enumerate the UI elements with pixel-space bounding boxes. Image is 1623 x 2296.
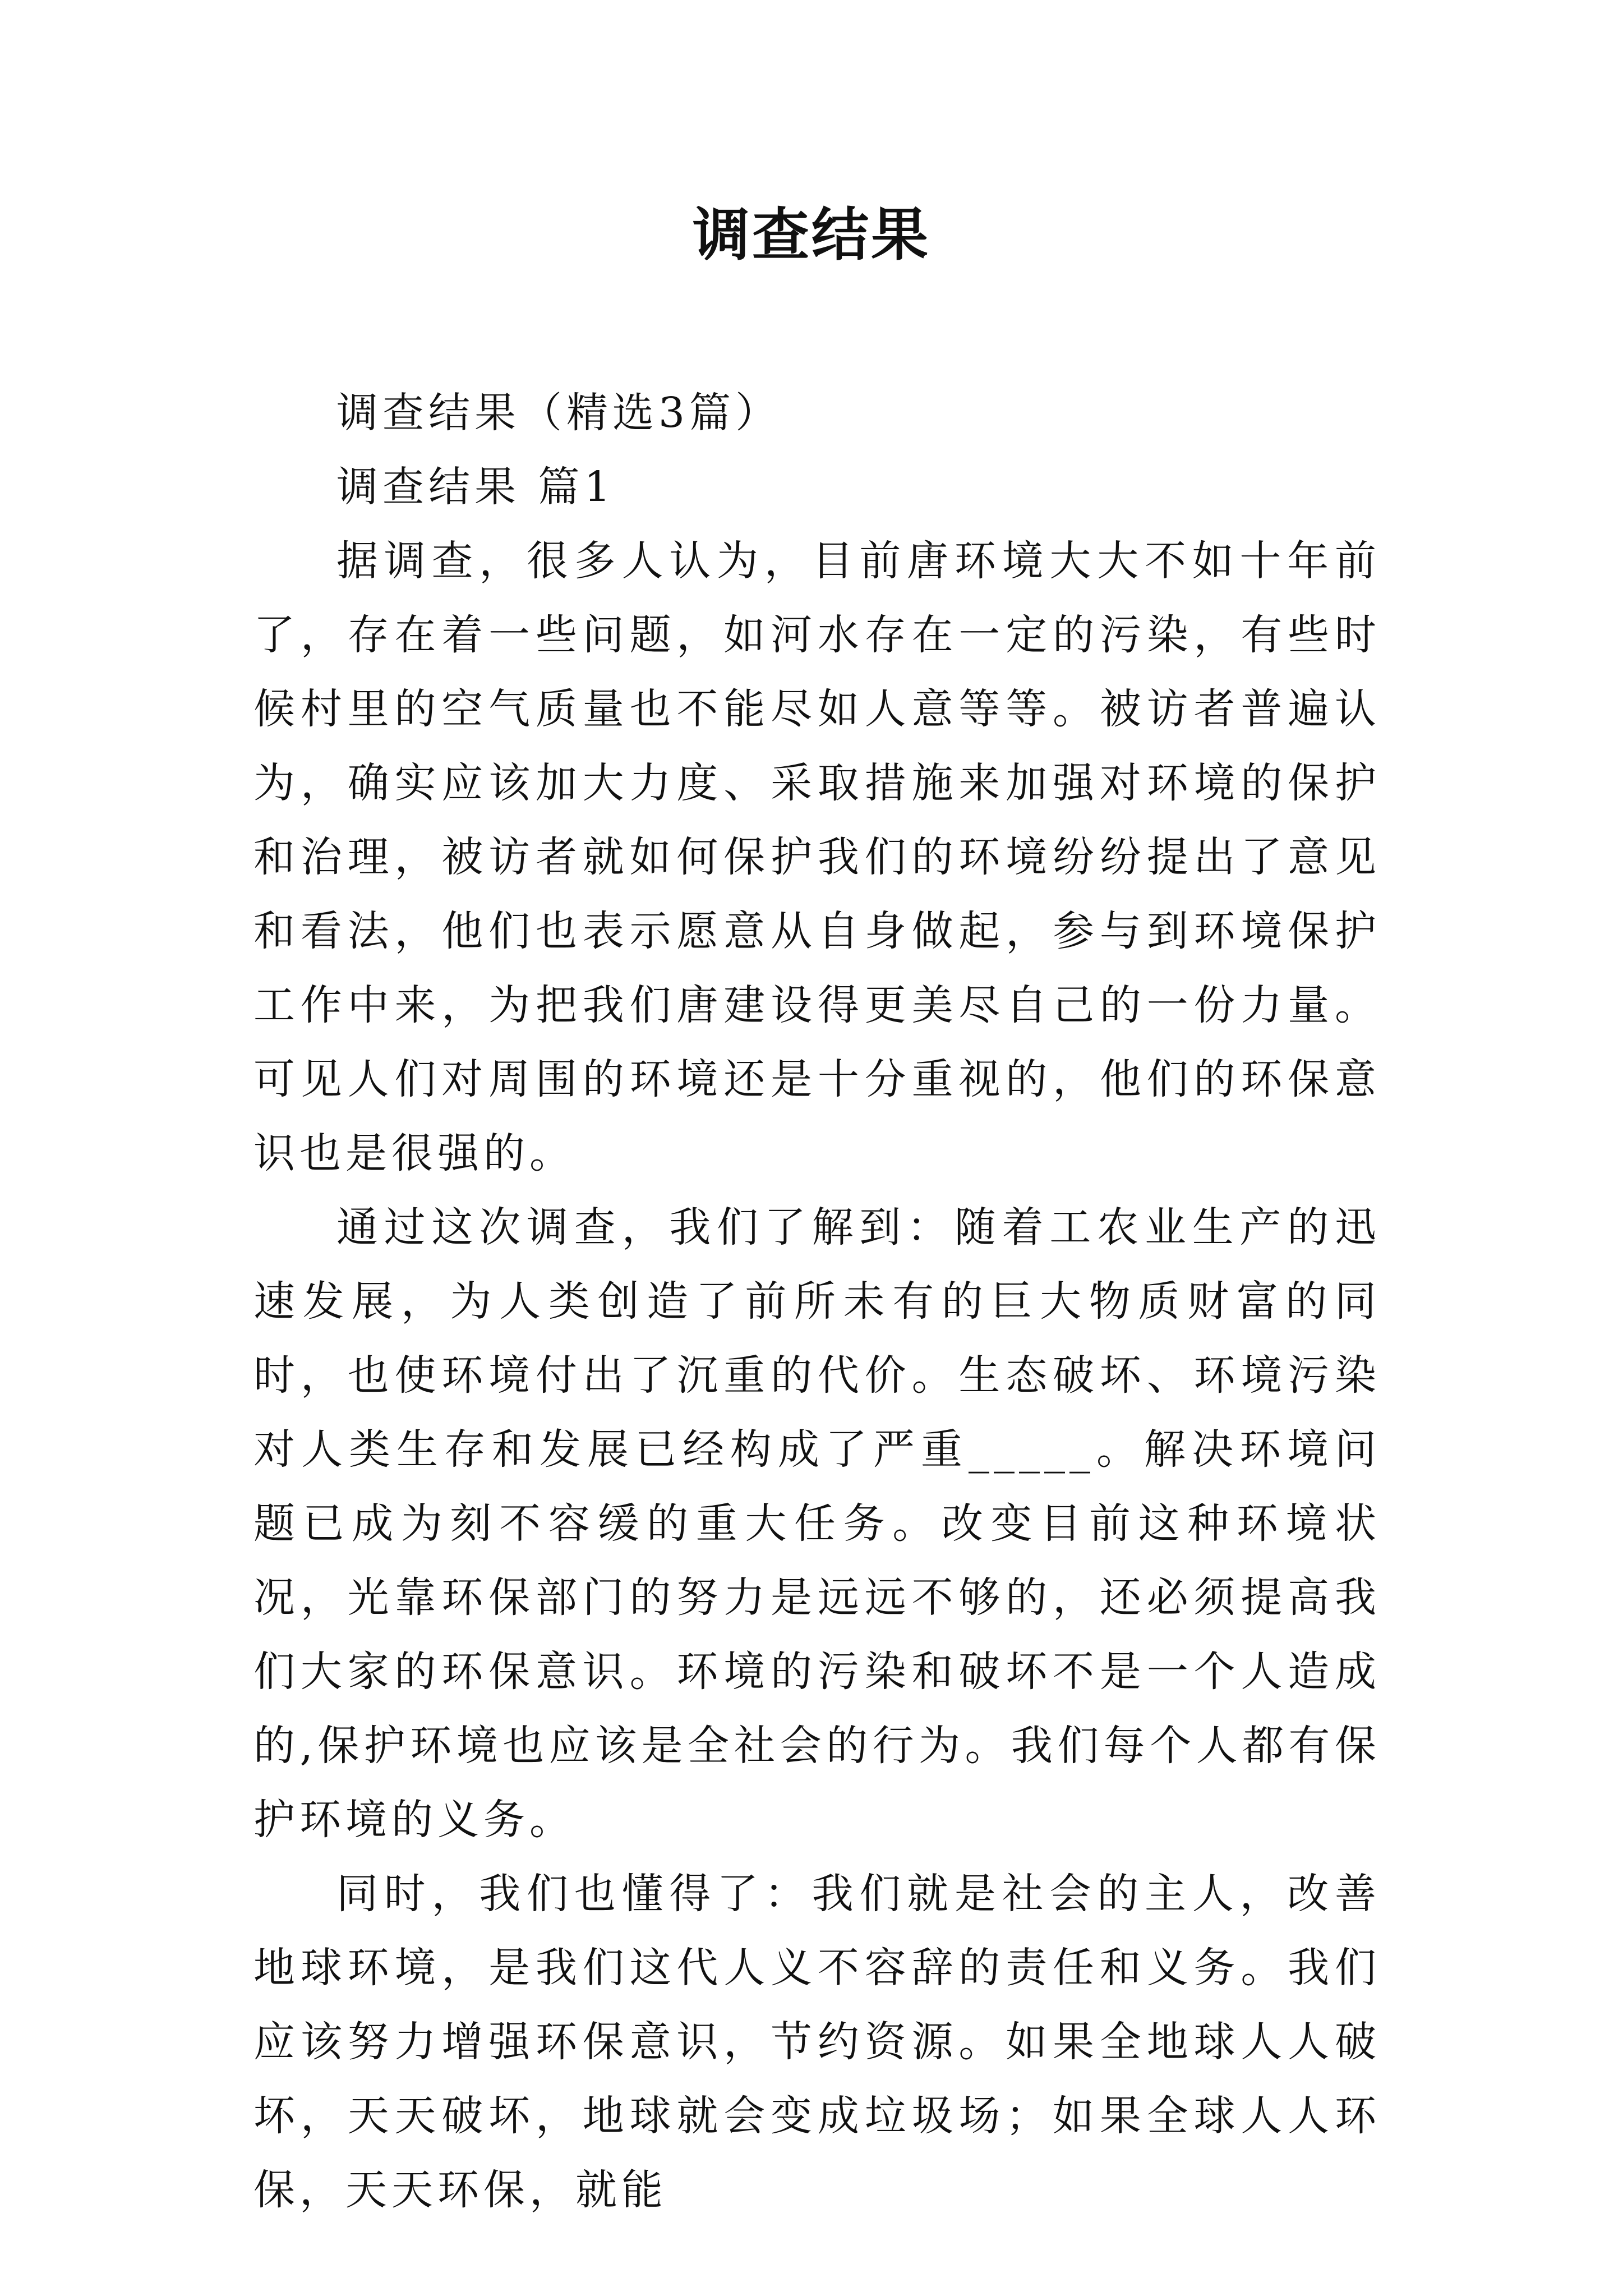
page-title: 调查结果 [693, 202, 930, 269]
document-body [253, 376, 1381, 2227]
paragraph-3: 同时，我们也懂得了：我们就是社会的主人，改善地球环境，是我们这代人义不容辞的责任和义务。我们应该努力增强环保意识，节约资源。如果全地球人人破坏，天天破坏，地球就会变成垃圾场；如果全球人人环保，天天环保，就能 [253, 1870, 1381, 2214]
paragraph-1: 据调查，很多人认为，目前唐环境大大不如十年前了，存在着一些问题，如河水存在一定的污染，有些时候村里的空气质量也不能尽如人意等等。被访者普遍认为，确实应该加大力度、采取措施来加强对环境的保护和治理，被访者就如何保护我们的环境纷纷提出了意见和看法，他们也表示愿意从自身做起，参与到环境保护工作中来，为把我们唐建设得更美尽自己的一份力量。可见人们对周围的环境还是十分重视的，他们的环保意识也是很强的。 [253, 537, 1381, 1177]
section-heading: 调查结果 篇1 [336, 463, 615, 511]
paragraph-2: 通过这次调查，我们了解到：随着工农业生产的迅速发展，为人类创造了前所未有的巨大物质财富的同时，也使环境付出了沉重的代价。生态破坏、环境污染对人类生存和发展已经构成了严重_____。解决环境问题已成为刻不容缓的重大任务。改变目前这种环境状况，光靠环保部门的努力是远远不够的，还必须提高我们大家的环保意识。环境的污染和破坏不是一个人造成的,保护环境也应该是全社会的行为。我们每个人都有保护环境的义务。 [253, 1203, 1381, 1844]
document-subtitle: 调查结果（精选3篇） [336, 389, 782, 437]
